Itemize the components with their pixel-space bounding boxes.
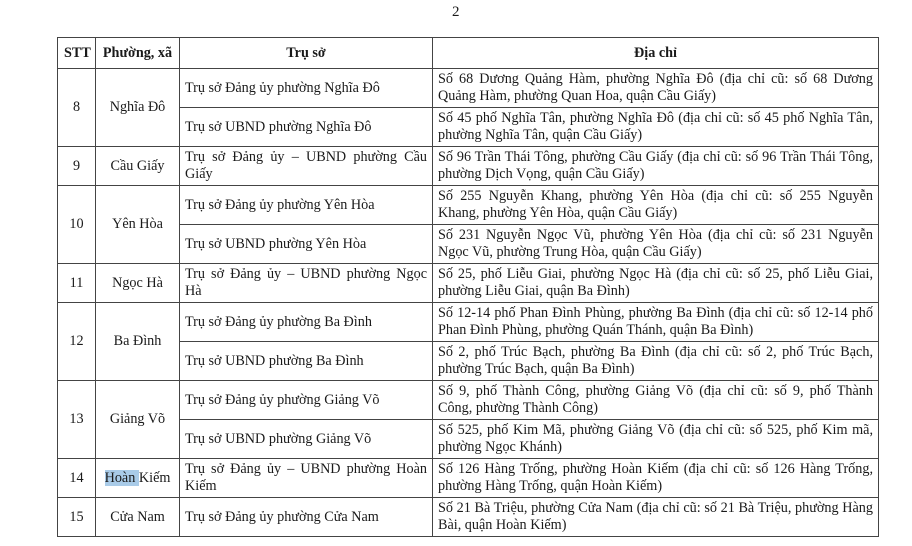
table-row <box>58 69 879 108</box>
stt-cell: 11 <box>58 264 96 303</box>
ward-cell: Ngọc Hà <box>96 264 180 303</box>
office-name-cell: Trụ sở Đảng ủy phường Giảng Võ <box>180 381 433 420</box>
table-row <box>58 264 879 303</box>
office-name-cell: Trụ sở UBND phường Giảng Võ <box>180 420 433 459</box>
office-name-cell: Trụ sở Đảng ủy phường Ba Đình <box>180 303 433 342</box>
table-body <box>58 69 879 537</box>
address-cell: Số 231 Nguyễn Ngọc Vũ, phường Yên Hòa (địa chỉ cũ: số 231 Nguyễn Ngọc Vũ, phường Trung Hòa, quận Cầu Giấy) <box>433 225 879 264</box>
ward-cell: Nghĩa Đô <box>96 69 180 147</box>
table-row <box>58 498 879 537</box>
office-address-table <box>57 37 879 537</box>
address-cell: Số 255 Nguyễn Khang, phường Yên Hòa (địa chỉ cũ: số 255 Nguyễn Khang, phường Yên Hòa, quận Cầu Giấy) <box>433 186 879 225</box>
stt-cell: 8 <box>58 69 96 147</box>
table-row <box>58 303 879 342</box>
address-cell: Số 126 Hàng Trống, phường Hoàn Kiếm (địa chỉ cũ: số 126 Hàng Trống, phường Hàng Trống, quận Hoàn Kiếm) <box>433 459 879 498</box>
address-cell: Số 525, phố Kim Mã, phường Giảng Võ (địa chỉ cũ: số 525, phố Kim mã, phường Ngọc Khánh) <box>433 420 879 459</box>
table-row <box>58 108 879 147</box>
table-header-row <box>58 38 879 69</box>
header-office: Trụ sở <box>180 38 433 69</box>
stt-cell: 14 <box>58 459 96 498</box>
header-stt: STT <box>58 38 96 69</box>
ward-name-rest: Kiếm <box>138 469 171 486</box>
office-name-cell: Trụ sở Đảng ủy phường Yên Hòa <box>180 186 433 225</box>
address-cell: Số 2, phố Trúc Bạch, phường Ba Đình (địa chỉ cũ: số 2, phố Trúc Bạch, phường Trúc Bạch, quận Ba Đình) <box>433 342 879 381</box>
table-row <box>58 420 879 459</box>
table-row <box>58 147 879 186</box>
table-row <box>58 186 879 225</box>
office-name-cell: Trụ sở UBND phường Nghĩa Đô <box>180 108 433 147</box>
ward-cell <box>96 459 180 498</box>
office-name-cell: Trụ sở UBND phường Ba Đình <box>180 342 433 381</box>
selected-text[interactable]: Hoàn <box>104 469 139 486</box>
table-row <box>58 459 879 498</box>
office-name-cell: Trụ sở Đảng ủy – UBND phường Hoàn Kiếm <box>180 459 433 498</box>
address-cell: Số 45 phố Nghĩa Tân, phường Nghĩa Đô (địa chỉ cũ: số 45 phố Nghĩa Tân, phường Nghĩa Tân, quận Cầu Giấy) <box>433 108 879 147</box>
stt-cell: 9 <box>58 147 96 186</box>
page-number: 2 <box>452 4 460 20</box>
ward-cell: Ba Đình <box>96 303 180 381</box>
stt-cell: 15 <box>58 498 96 537</box>
office-name-cell: Trụ sở Đảng ủy – UBND phường Cầu Giấy <box>180 147 433 186</box>
address-cell: Số 21 Bà Triệu, phường Cửa Nam (địa chỉ cũ: số 21 Bà Triệu, phường Hàng Bài, quận Hoàn Kiếm) <box>433 498 879 537</box>
ward-cell: Cầu Giấy <box>96 147 180 186</box>
header-ward: Phường, xã <box>96 38 180 69</box>
table-row <box>58 342 879 381</box>
address-cell: Số 68 Dương Quảng Hàm, phường Nghĩa Đô (địa chỉ cũ: số 68 Dương Quảng Hàm, phường Quan Hoa, quận Cầu Giấy) <box>433 69 879 108</box>
office-name-cell: Trụ sở Đảng ủy phường Nghĩa Đô <box>180 69 433 108</box>
table-row <box>58 225 879 264</box>
address-cell: Số 9, phố Thành Công, phường Giảng Võ (địa chỉ cũ: số 9, phố Thành Công, phường Thành Công) <box>433 381 879 420</box>
ward-cell: Yên Hòa <box>96 186 180 264</box>
header-address: Địa chỉ <box>433 38 879 69</box>
table-row <box>58 381 879 420</box>
address-cell: Số 25, phố Liễu Giai, phường Ngọc Hà (địa chỉ cũ: số 25, phố Liễu Giai, phường Liễu Giai, quận Ba Đình) <box>433 264 879 303</box>
office-name-cell: Trụ sở Đảng ủy – UBND phường Ngọc Hà <box>180 264 433 303</box>
stt-cell: 12 <box>58 303 96 381</box>
address-cell: Số 96 Trần Thái Tông, phường Cầu Giấy (địa chỉ cũ: số 96 Trần Thái Tông, phường Dịch Vọng, quận Cầu Giấy) <box>433 147 879 186</box>
stt-cell: 10 <box>58 186 96 264</box>
ward-cell: Cửa Nam <box>96 498 180 537</box>
ward-cell: Giảng Võ <box>96 381 180 459</box>
office-name-cell: Trụ sở Đảng ủy phường Cửa Nam <box>180 498 433 537</box>
address-cell: Số 12-14 phố Phan Đình Phùng, phường Ba Đình (địa chỉ cũ: số 12-14 phố Phan Đình Phùng, phường Quán Thánh, quận Ba Đình) <box>433 303 879 342</box>
stt-cell: 13 <box>58 381 96 459</box>
office-name-cell: Trụ sở UBND phường Yên Hòa <box>180 225 433 264</box>
